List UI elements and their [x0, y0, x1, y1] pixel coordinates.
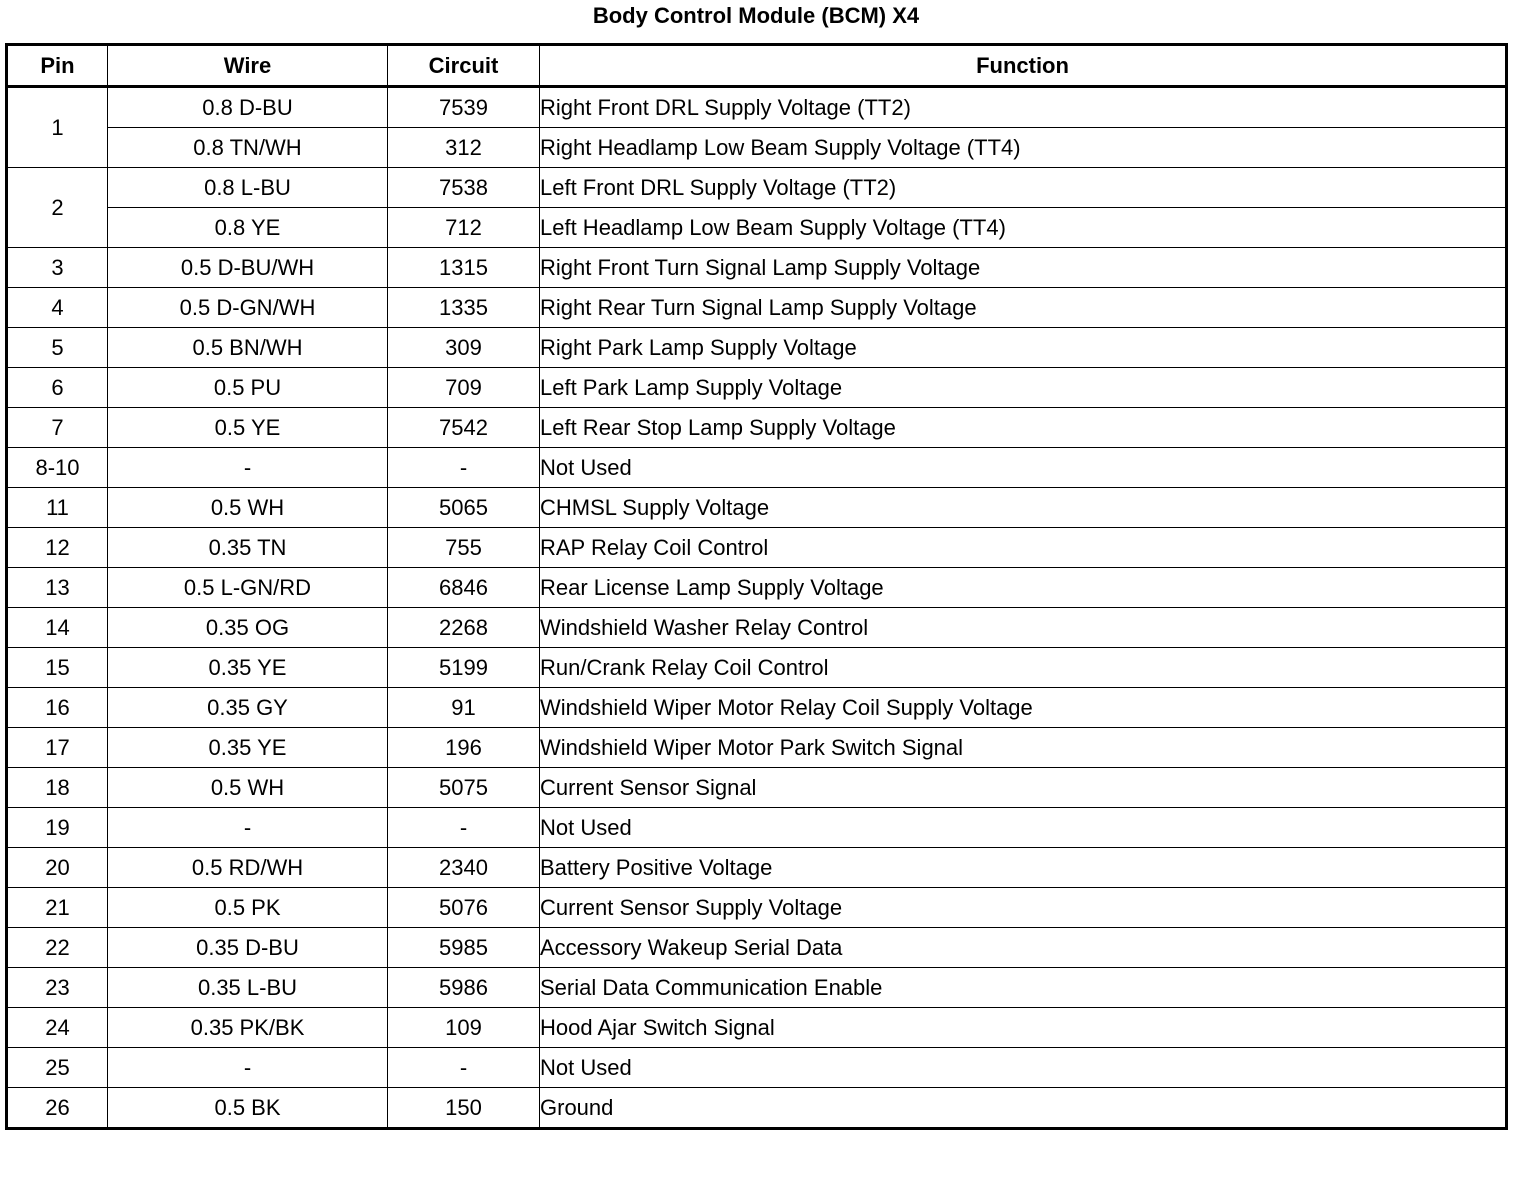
header-function: Function [540, 45, 1507, 87]
pin-cell: 21 [7, 888, 108, 928]
pin-cell: 14 [7, 608, 108, 648]
function-cell: CHMSL Supply Voltage [540, 488, 1507, 528]
table-row [7, 448, 1507, 488]
circuit-cell: 1335 [388, 288, 540, 328]
circuit-cell: 5986 [388, 968, 540, 1008]
wire-cell: 0.35 OG [108, 608, 388, 648]
circuit-cell: 5076 [388, 888, 540, 928]
table-row [7, 1088, 1507, 1129]
wire-cell: 0.5 PK [108, 888, 388, 928]
table-row [7, 688, 1507, 728]
circuit-cell: 196 [388, 728, 540, 768]
table-row [7, 968, 1507, 1008]
wire-cell: 0.35 PK/BK [108, 1008, 388, 1048]
function-cell: Accessory Wakeup Serial Data [540, 928, 1507, 968]
circuit-cell: - [388, 808, 540, 848]
circuit-cell: 712 [388, 208, 540, 248]
table-row [7, 848, 1507, 888]
table-row [7, 288, 1507, 328]
wire-cell: 0.35 D-BU [108, 928, 388, 968]
function-cell: Windshield Wiper Motor Park Switch Signal [540, 728, 1507, 768]
table-row [7, 1008, 1507, 1048]
wire-cell: - [108, 1048, 388, 1088]
wire-cell: 0.35 YE [108, 728, 388, 768]
circuit-cell: 5065 [388, 488, 540, 528]
function-cell: Hood Ajar Switch Signal [540, 1008, 1507, 1048]
table-row [7, 528, 1507, 568]
table-row [7, 768, 1507, 808]
table-row [7, 168, 1507, 208]
function-cell: Right Rear Turn Signal Lamp Supply Voltage [540, 288, 1507, 328]
pin-cell: 22 [7, 928, 108, 968]
function-cell: Left Front DRL Supply Voltage (TT2) [540, 168, 1507, 208]
pin-cell: 15 [7, 648, 108, 688]
wire-cell: 0.8 L-BU [108, 168, 388, 208]
function-cell: Not Used [540, 1048, 1507, 1088]
wire-cell: - [108, 808, 388, 848]
wire-cell: 0.5 BN/WH [108, 328, 388, 368]
wire-cell: 0.8 D-BU [108, 87, 388, 128]
circuit-cell: 7539 [388, 87, 540, 128]
table-row [7, 728, 1507, 768]
circuit-cell: 109 [388, 1008, 540, 1048]
circuit-cell: 5985 [388, 928, 540, 968]
pin-cell: 16 [7, 688, 108, 728]
circuit-cell: 7542 [388, 408, 540, 448]
pin-cell: 11 [7, 488, 108, 528]
circuit-cell: 709 [388, 368, 540, 408]
page-title: Body Control Module (BCM) X4 [592, 3, 920, 28]
wire-cell: 0.8 TN/WH [108, 128, 388, 168]
table-row [7, 888, 1507, 928]
circuit-cell: 91 [388, 688, 540, 728]
header-pin: Pin [7, 45, 108, 87]
circuit-cell: 309 [388, 328, 540, 368]
function-cell: Right Front Turn Signal Lamp Supply Voltage [540, 248, 1507, 288]
wire-cell: - [108, 448, 388, 488]
function-cell: Windshield Wiper Motor Relay Coil Supply Voltage [540, 688, 1507, 728]
wire-cell: 0.5 WH [108, 488, 388, 528]
pin-cell: 2 [7, 168, 108, 248]
wire-cell: 0.5 D-GN/WH [108, 288, 388, 328]
function-cell: Left Rear Stop Lamp Supply Voltage [540, 408, 1507, 448]
table-row [7, 808, 1507, 848]
pin-cell: 4 [7, 288, 108, 328]
pin-cell: 18 [7, 768, 108, 808]
function-cell: Left Headlamp Low Beam Supply Voltage (TT4) [540, 208, 1507, 248]
function-cell: Right Front DRL Supply Voltage (TT2) [540, 87, 1507, 128]
circuit-cell: 2340 [388, 848, 540, 888]
connector-pinout-table [5, 43, 1508, 1130]
table-row [7, 328, 1507, 368]
table-row [7, 128, 1507, 168]
circuit-cell: 5199 [388, 648, 540, 688]
table-row [7, 368, 1507, 408]
pin-cell: 8-10 [7, 448, 108, 488]
pin-cell: 24 [7, 1008, 108, 1048]
pin-cell: 20 [7, 848, 108, 888]
function-cell: Current Sensor Supply Voltage [540, 888, 1507, 928]
wire-cell: 0.35 TN [108, 528, 388, 568]
circuit-cell: 150 [388, 1088, 540, 1129]
circuit-cell: 6846 [388, 568, 540, 608]
table-row [7, 408, 1507, 448]
function-cell: Serial Data Communication Enable [540, 968, 1507, 1008]
function-cell: Battery Positive Voltage [540, 848, 1507, 888]
wire-cell: 0.5 WH [108, 768, 388, 808]
table-row [7, 488, 1507, 528]
table-row [7, 608, 1507, 648]
circuit-cell: - [388, 1048, 540, 1088]
table-row [7, 928, 1507, 968]
pin-cell: 19 [7, 808, 108, 848]
wire-cell: 0.35 GY [108, 688, 388, 728]
wire-cell: 0.5 YE [108, 408, 388, 448]
circuit-cell: - [388, 448, 540, 488]
pin-cell: 12 [7, 528, 108, 568]
table-row [7, 568, 1507, 608]
wire-cell: 0.5 RD/WH [108, 848, 388, 888]
table-row [7, 1048, 1507, 1088]
table-row [7, 248, 1507, 288]
function-cell: Left Park Lamp Supply Voltage [540, 368, 1507, 408]
table-row [7, 208, 1507, 248]
pin-cell: 23 [7, 968, 108, 1008]
pin-cell: 17 [7, 728, 108, 768]
function-cell: Not Used [540, 448, 1507, 488]
wire-cell: 0.35 L-BU [108, 968, 388, 1008]
circuit-cell: 2268 [388, 608, 540, 648]
pin-cell: 3 [7, 248, 108, 288]
function-cell: Run/Crank Relay Coil Control [540, 648, 1507, 688]
circuit-cell: 755 [388, 528, 540, 568]
circuit-cell: 312 [388, 128, 540, 168]
wire-cell: 0.5 D-BU/WH [108, 248, 388, 288]
wire-cell: 0.5 BK [108, 1088, 388, 1129]
function-cell: Not Used [540, 808, 1507, 848]
pin-cell: 6 [7, 368, 108, 408]
pin-cell: 13 [7, 568, 108, 608]
wire-cell: 0.8 YE [108, 208, 388, 248]
circuit-cell: 5075 [388, 768, 540, 808]
function-cell: RAP Relay Coil Control [540, 528, 1507, 568]
function-cell: Rear License Lamp Supply Voltage [540, 568, 1507, 608]
pin-cell: 7 [7, 408, 108, 448]
function-cell: Right Headlamp Low Beam Supply Voltage (TT4) [540, 128, 1507, 168]
wire-cell: 0.5 L-GN/RD [108, 568, 388, 608]
table-row [7, 648, 1507, 688]
function-cell: Current Sensor Signal [540, 768, 1507, 808]
pin-cell: 5 [7, 328, 108, 368]
function-cell: Windshield Washer Relay Control [540, 608, 1507, 648]
wire-cell: 0.35 YE [108, 648, 388, 688]
circuit-cell: 7538 [388, 168, 540, 208]
circuit-cell: 1315 [388, 248, 540, 288]
wire-cell: 0.5 PU [108, 368, 388, 408]
pin-cell: 25 [7, 1048, 108, 1088]
pin-cell: 1 [7, 87, 108, 168]
function-cell: Ground [540, 1088, 1507, 1129]
table-row [7, 87, 1507, 128]
header-row [7, 45, 1507, 87]
function-cell: Right Park Lamp Supply Voltage [540, 328, 1507, 368]
header-circuit: Circuit [388, 45, 540, 87]
header-wire: Wire [108, 45, 388, 87]
pin-cell: 26 [7, 1088, 108, 1129]
